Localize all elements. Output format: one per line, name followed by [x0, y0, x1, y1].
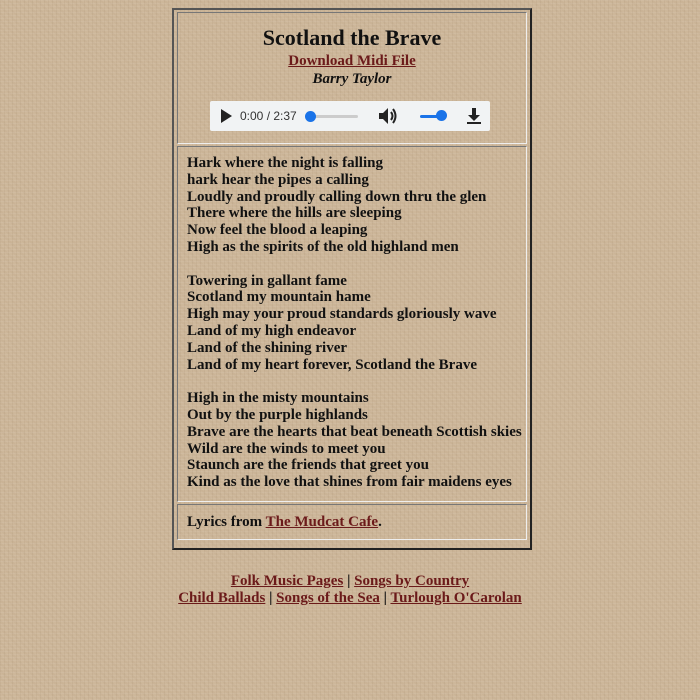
folk-music-pages-link[interactable]: Folk Music Pages — [230, 573, 344, 589]
footer-nav — [0, 573, 700, 607]
song-header-cell — [177, 12, 527, 144]
player-time: 0:00 / 2:37 — [240, 109, 297, 123]
credit-cell — [177, 504, 527, 540]
lyric-line: Wild are the winds to meet you — [187, 440, 386, 457]
progress-thumb[interactable] — [305, 111, 316, 122]
lyric-line: Brave are the hearts that beat beneath Scottish skies — [187, 423, 522, 440]
progress-slider[interactable] — [310, 115, 358, 118]
child-ballads-link[interactable]: Child Ballads — [178, 590, 266, 606]
lyric-line: Towering in gallant fame — [187, 272, 347, 289]
footer-separator: | — [347, 573, 351, 589]
lyric-line: Land of my high endeavor — [187, 322, 357, 339]
mudcat-cafe-link[interactable]: The Mudcat Cafe — [265, 514, 379, 530]
lyric-line: hark hear the pipes a calling — [187, 171, 369, 188]
audio-player[interactable] — [210, 101, 490, 131]
volume-icon[interactable] — [378, 107, 398, 125]
lyric-line: High may your proud standards gloriously wave — [187, 306, 497, 323]
credit-suffix: . — [378, 514, 382, 530]
volume-thumb[interactable] — [436, 110, 447, 121]
lyric-line: Hark where the night is falling — [187, 155, 383, 171]
lyric-line: Scotland my mountain hame — [187, 289, 371, 306]
songs-of-the-sea-link[interactable]: Songs of the Sea — [276, 590, 380, 606]
lyric-line: Kind as the love that shines from fair maidens eyes — [187, 474, 512, 491]
lyrics — [178, 147, 526, 491]
credit-prefix: Lyrics from — [187, 514, 266, 530]
song-frame — [172, 8, 532, 550]
songs-by-country-link[interactable]: Songs by Country — [354, 573, 470, 589]
lyric-line: High in the misty mountains — [187, 390, 369, 407]
lyrics-stanza — [187, 273, 526, 374]
lyric-line: High as the spirits of the old highland men — [187, 238, 459, 255]
footer-separator: | — [269, 590, 273, 606]
turlough-ocarolan-link[interactable]: Turlough O'Carolan — [390, 590, 522, 606]
lyric-line: Now feel the blood a leaping — [187, 222, 368, 239]
play-icon[interactable] — [221, 109, 232, 123]
lyric-line: Out by the purple highlands — [187, 406, 368, 423]
lyric-line: There where the hills are sleeping — [187, 205, 402, 222]
lyrics-cell — [177, 146, 527, 502]
lyric-line: Land of my heart forever, Scotland the Brave — [187, 356, 477, 373]
song-title: Scotland the Brave — [262, 25, 442, 50]
lyrics-stanza — [187, 390, 526, 491]
lyric-line: Loudly and proudly calling down thru the glen — [187, 188, 487, 205]
lyric-line: Land of the shining river — [187, 339, 348, 356]
download-icon[interactable] — [466, 107, 482, 125]
footer-separator: | — [383, 590, 387, 606]
download-midi-link[interactable]: Download Midi File — [288, 53, 416, 69]
lyric-line: Staunch are the friends that greet you — [187, 457, 429, 474]
lyrics-stanza — [187, 155, 526, 256]
lyrics-credit — [178, 505, 526, 531]
song-author: Barry Taylor — [312, 71, 392, 87]
